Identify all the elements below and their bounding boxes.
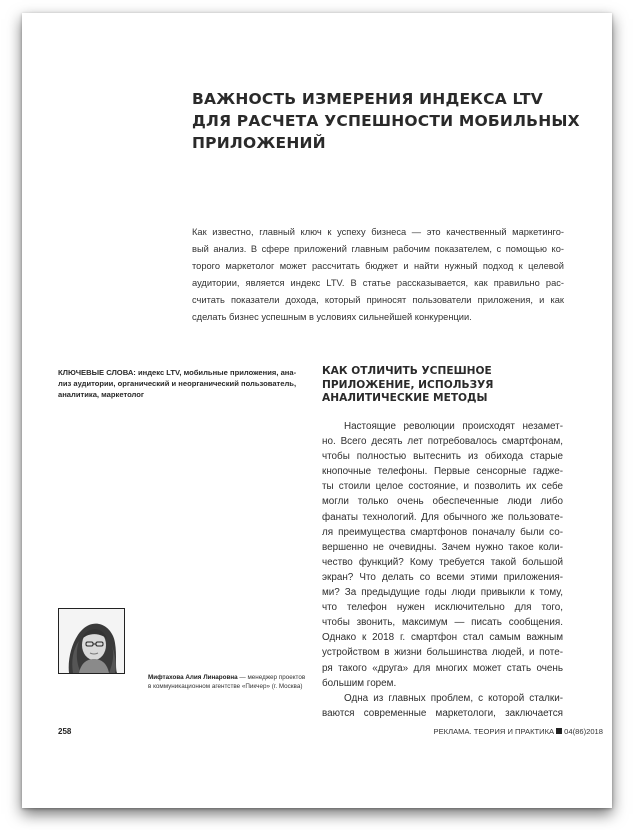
body-line: ря такого «друга» для многих может стать очень <box>322 662 563 674</box>
body-line: фанаты технологий. Для обычного же пользовате- <box>322 511 563 523</box>
keywords-line <box>58 367 308 378</box>
title-line: ДЛЯ РАСЧЕТА УСПЕШНОСТИ МОБИЛЬНЫХ <box>192 112 580 130</box>
abstract-line: считать показатели дохода, который приносят пользователи приложения, и как <box>192 295 564 305</box>
body-line: Одна из главных проблем, с которой сталки- <box>344 692 563 704</box>
section-heading-line: АНАЛИТИЧЕСКИЕ МЕТОДЫ <box>322 392 488 404</box>
abstract-line: вый анализ. В сфере приложений главным рабочим показателем, с помощью ко- <box>192 244 564 254</box>
abstract-line: Как известно, главный ключ к успеху бизнеса — это качественный маркетинго- <box>192 227 564 237</box>
title-line: ПРИЛОЖЕНИЙ <box>192 134 326 152</box>
abstract-line: аудитории, является индекс LTV. В статье рассказывается, как правильно рас- <box>192 278 564 288</box>
article-title <box>192 88 580 154</box>
abstract-line: сделать бизнес успешным в условиях сильнейшей конкуренции. <box>192 312 472 322</box>
author-photo <box>58 608 125 674</box>
author-affiliation: в коммуникационном агентстве «Пикчер» (г. Москва) <box>148 683 303 690</box>
section-heading-line: КАК ОТЛИЧИТЬ УСПЕШНОЕ <box>322 365 492 377</box>
body-line: Настоящие революции происходят незамет- <box>344 421 563 432</box>
section-heading <box>322 365 572 406</box>
journal-footer <box>434 727 603 736</box>
page-number: 258 <box>58 727 72 736</box>
body-line: что телефон нужен исключительно для того, <box>322 602 563 614</box>
body-line: чтобы полностью вытеснить из обихода старые <box>322 451 563 463</box>
keywords-text: индекс LTV, мобильные приложения, ана- <box>135 368 297 377</box>
body-line: устройством в жизни большинства людей, и поте- <box>322 647 563 659</box>
body-line: ми? За предыдущие годы люди привыкли к тому, <box>322 587 563 599</box>
body-line: большим горем. <box>322 677 397 689</box>
author-portrait-icon <box>59 609 124 673</box>
body-line: ты стоили целое состояние, и позволить их себе <box>322 481 563 493</box>
article-abstract <box>192 224 564 326</box>
section-heading-line: ПРИЛОЖЕНИЕ, ИСПОЛЬЗУЯ <box>322 378 494 391</box>
body-line: но. Всего десять лет потребовалось смартфонам, <box>322 436 563 448</box>
body-line: ваются современные маркетологи, заключается <box>322 707 563 719</box>
keywords-line: аналитика, маркетолог <box>58 390 145 399</box>
body-line: вершенно не очевидны. Зачем нужно такое коли- <box>322 541 563 553</box>
abstract-line: торого маркетолог может рассчитать бюджет и найти нужный подход к целевой <box>192 261 564 271</box>
body-line: ля преимущества смартфонов поначалу были со- <box>322 526 563 538</box>
article-body <box>322 419 563 721</box>
keywords-block <box>58 367 308 400</box>
body-line: чество функций? Кому требуется такой большой <box>322 556 563 568</box>
body-line: экран? Что делать со всеми этими приложения- <box>322 571 563 583</box>
title-line: ВАЖНОСТЬ ИЗМЕРЕНИЯ ИНДЕКСА LTV <box>192 90 543 108</box>
journal-issue: 04(86)2018 <box>564 727 603 736</box>
author-line <box>148 673 318 682</box>
author-info <box>148 673 318 691</box>
black-square-icon <box>556 728 562 734</box>
keywords-label: КЛЮЧЕВЫЕ СЛОВА: <box>58 368 136 377</box>
body-line: Однако к 2018 г. смартфон стал самым важным <box>322 632 563 644</box>
author-role: — менеджер проектов <box>237 674 306 681</box>
body-line: могли только очень обеспеченные люди либо <box>322 496 563 508</box>
author-name: Мифтахова Алия Линаровна <box>148 674 238 681</box>
body-line: чтобы звонить, максимум — писать сообщения. <box>322 617 563 629</box>
keywords-line: лиз аудитории, органический и неорганический пользователь, <box>58 379 297 388</box>
body-line: кнопочные телефоны. Первые сенсорные гадже- <box>322 466 563 478</box>
journal-name: РЕКЛАМА. ТЕОРИЯ И ПРАКТИКА <box>433 727 555 736</box>
